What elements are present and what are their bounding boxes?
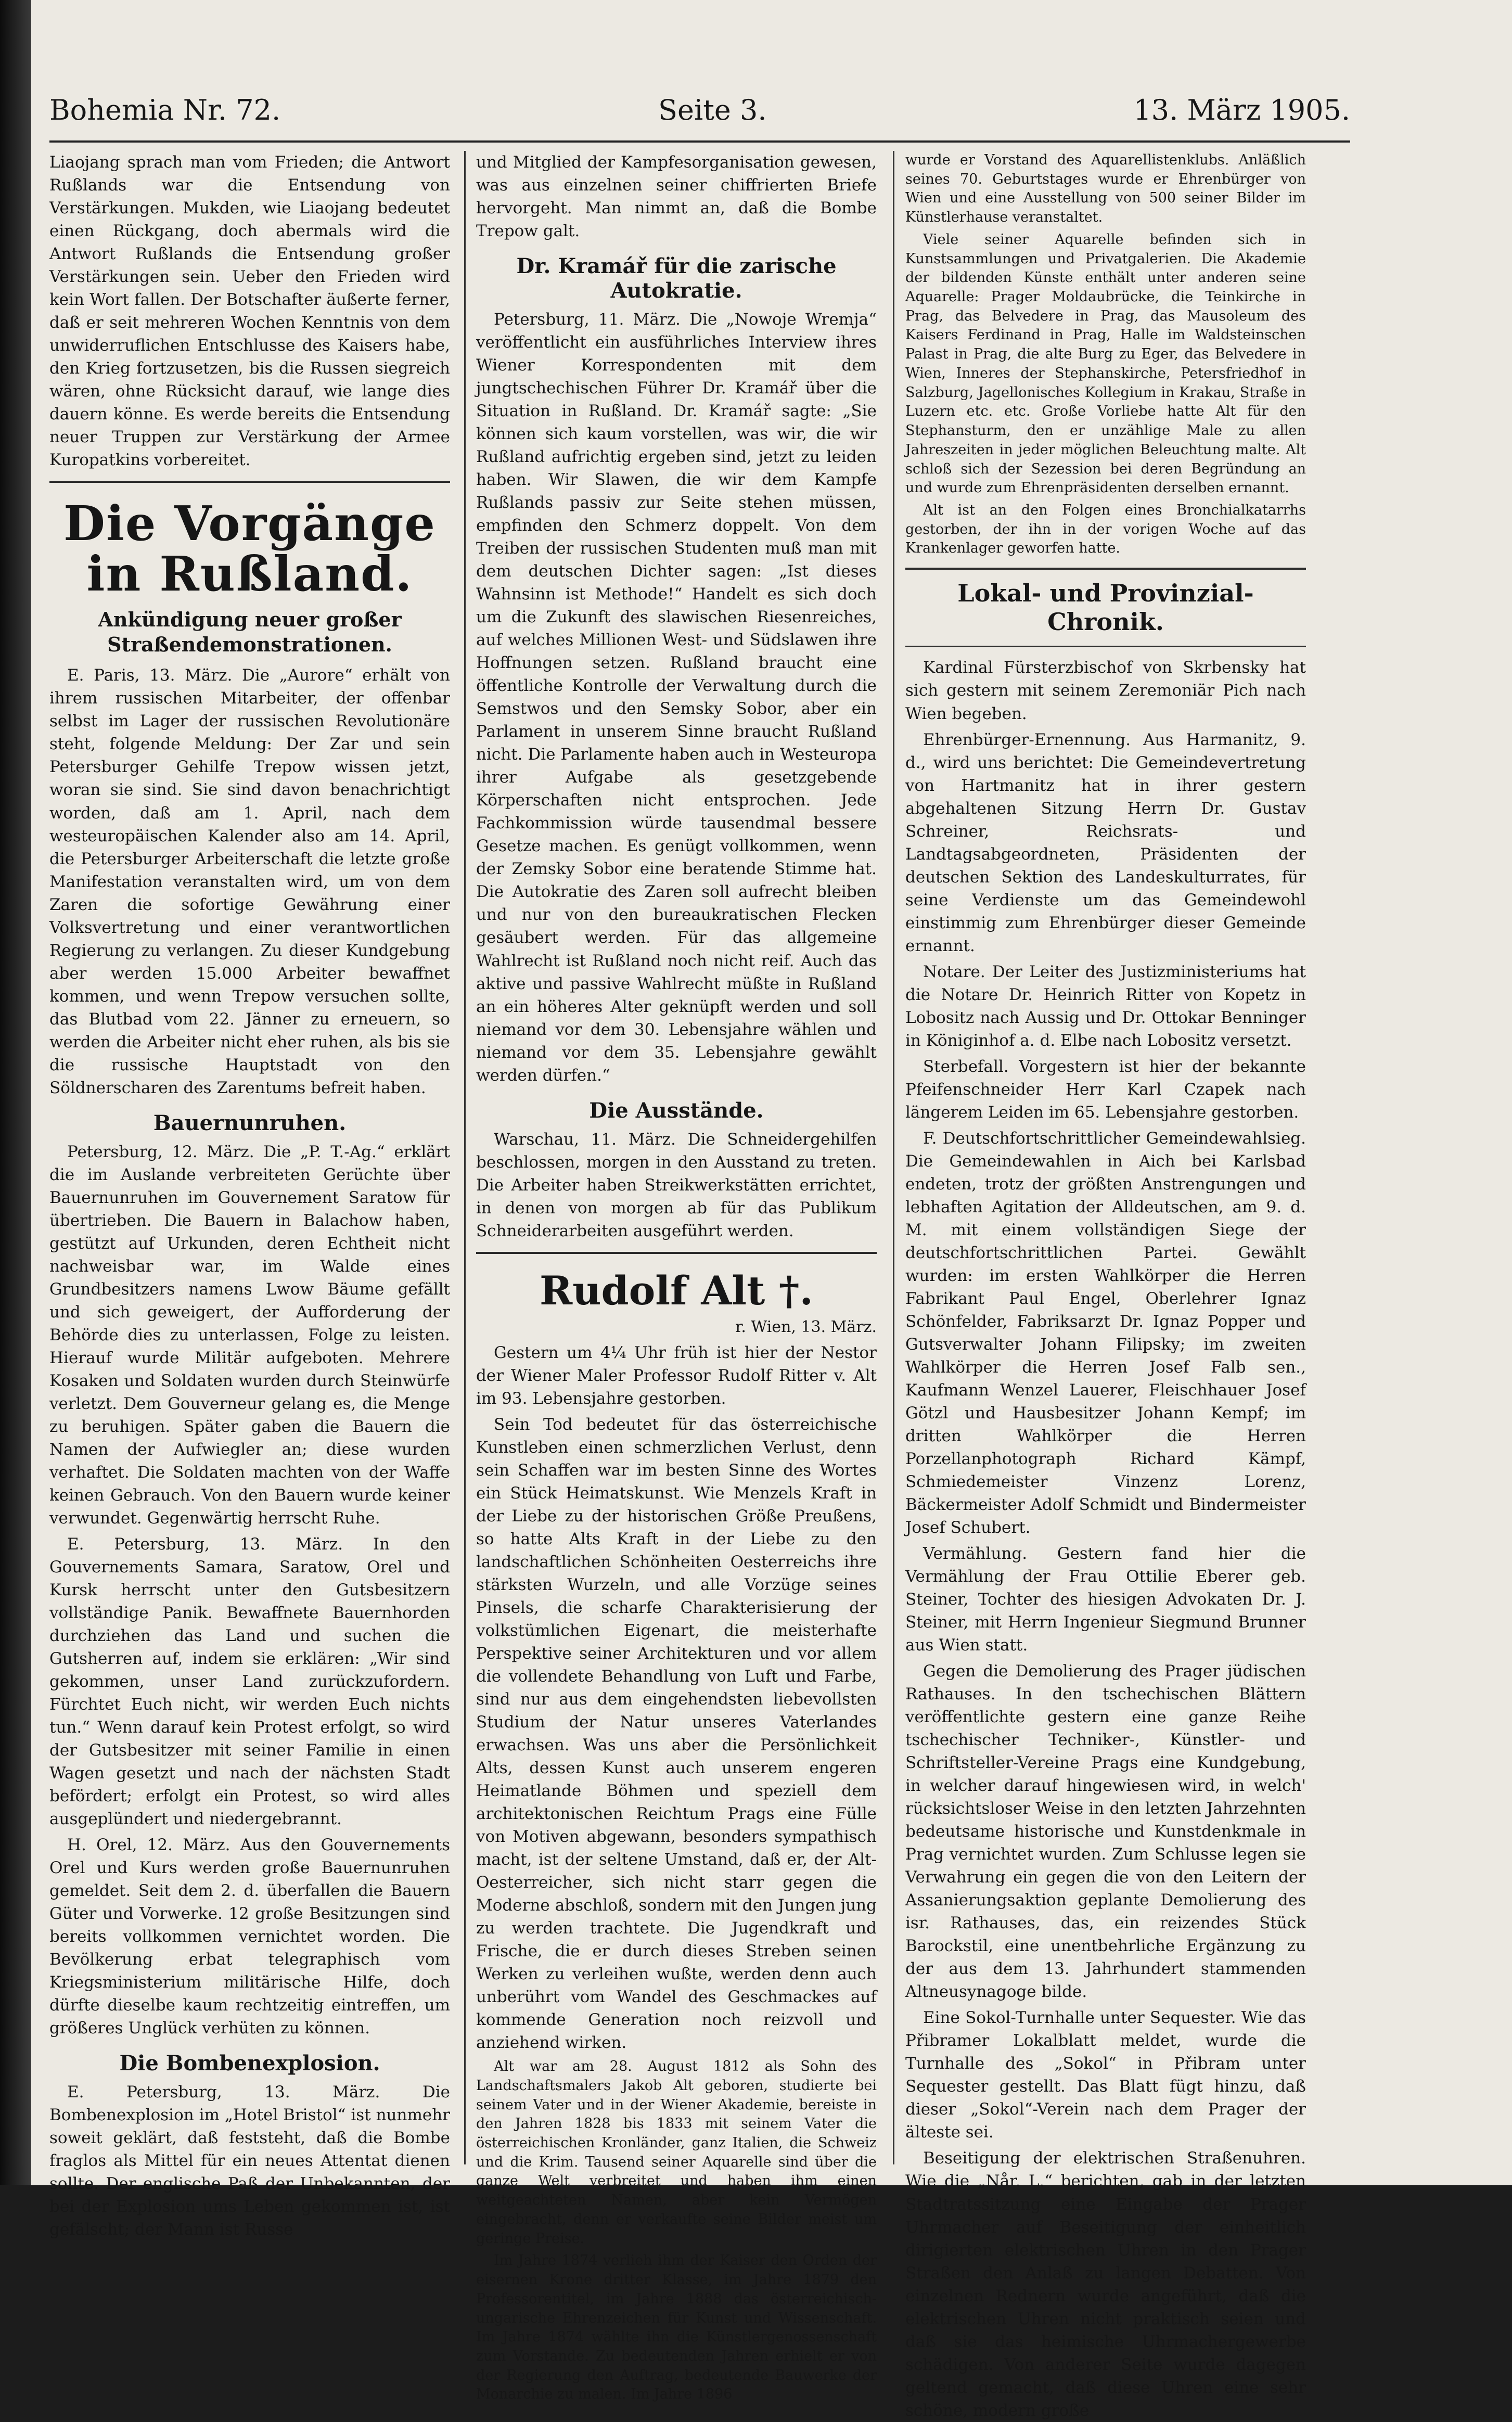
- column-3: [905, 151, 1306, 2420]
- news-item: Beseitigung der elektrischen Straßenuhren. Wie die „Når. L.“ berichten, gab in der letzten Stadtratssitzung eine Eingabe der Prager Uhrmacher auf Beseitigung der einheitlich dirigierten elektrischen Uhren in den Prager Straßen den Anlaß zu langen Debatten. Von einzelnen Rednern wurde angeführt, daß die elektrischen Uhren nicht praktisch seien und daß sie das heimische Uhrmachergewerbe schädigen. Von anderer Seite wurde dagegen geltend gemacht, daß diese Uhren eine sehr schöne, modern große: [905, 2149, 1306, 2420]
- section-title-strikes: Die Ausstände.: [589, 1098, 764, 1123]
- news-item: Sterbefall. Vorgestern ist hier der bekannte Pfeifenschneider Herr Karl Czapek nach längerem Leiden im 65. Lebensjahre gestorben.: [905, 1057, 1306, 1122]
- news-item: Ehrenbürger-Ernennung. Aus Harmanitz, 9. d., wird uns berichtet: Die Gemeindevertretung von Hartmanitz hat in ihrer gestern abgehaltenen Sitzung Herrn Dr. Gustav Schreiner, Reichsrats- und Landtagsabgeordneten, Präsidenten der deutschen Sektion des Landeskulturrates, für seine Verdienste um das Gemeindewohl einstimmig zum Ehrenbürger dieser Gemeinde ernannt.: [905, 730, 1306, 955]
- article-paris: E. Paris, 13. März. Die „Aurore“ erhält von ihrem russischen Mitarbeiter, der offenbar selbst im Lager der russischen Revolutionäre steht, folgende Meldung: Der Zar und sein Petersburger Gehilfe Trepow wissen jetzt, woran sie sind. Sie sind davon benachrichtigt worden, daß am 1. April, nach dem westeuropäischen Kalender also am 14. April, die Petersburger Arbeiterschaft die letzte große Manifestation veranstalten wird, um von dem Zaren die sofortige Gewährung einer Volksvertretung und einer verantwortlichen Regierung zu verlangen. Zu dieser Kundgebung aber werden 15.000 Arbeiter bewaffnet kommen, und wenn Trepow versuchen sollte, das Blutbad vom 22. Jänner zu erneuern, so werden die Arbeiter nicht eher ruhen, als bis sie die russische Hauptstadt von den Söldnerscharen des Zarentums befreit haben.: [49, 666, 450, 1097]
- section-divider: [905, 646, 1306, 647]
- column-rule-1: [464, 151, 466, 2164]
- news-item: Gegen die Demolierung des Prager jüdischen Rathauses. In den tschechischen Blättern veröffentlichte gestern eine ganze Reihe tschechischer Techniker-, Künstler- und Schriftsteller-Vereine Prags eine Kundgebung, in welcher darauf hingewiesen wird, in welch' rücksichtsloser Weise in den letzten Jahrzehnten bedeutsame historische und Kunstdenkmale in Prag vernichtet wurden. Zum Schlusse legen sie Verwahrung ein gegen die von den Leitern der Assanierungsaktion geplante Demolierung des isr. Rathauses, das, ein reizendes Stück Barockstil, eine unentbehrliche Ergänzung zu der aus dem 13. Jahrhundert stammenden Altneusynagoge bilde.: [905, 1662, 1306, 2002]
- news-item: F. Deutschfortschrittlicher Gemeindewahlsieg. Die Gemeindewahlen in Aich bei Karlsbad endeten, trotz der größten Anstrengungen und lebhaften Agitation der Alldeutschen, am 9. d. M. mit einem vollständigen Siege der deutschfortschrittlichen Partei. Gewählt wurden: im ersten Wahlkörper die Herren Fabrikant Paul Engel, Oberlehrer Ignaz Schönfelder, Fabriksarzt Dr. Ignaz Popper und Gutsverwalter Johann Filipsky; im zweiten Wahlkörper die Herren Josef Falb sen., Kaufmann Wenzel Lauerer, Fleischhauer Josef Götzl und Hausbesitzer Johann Kempf; im dritten Wahlkörper die Herren Porzellanphotograph Richard Kämpf, Schmiedemeister Vinzenz Lorenz, Bäckermeister Adolf Schmidt und Bindermeister Josef Schubert.: [905, 1129, 1306, 1537]
- headline-local-chronicle: Lokal- und Provinzial-Chronik.: [957, 579, 1254, 636]
- news-item: Notare. Der Leiter des Justizministeriums hat die Notare Dr. Heinrich Ritter von Kopetz in Lobositz nach Aussig und Dr. Ottokar Benninger in Königinhof a. d. Elbe nach Lobositz versetzt.: [905, 962, 1306, 1050]
- article-continuation: wurde er Vorstand des Aquarellistenklubs. Anläßlich seines 70. Geburtstages wurde er Ehrenbürger von Wien und eine Ausstellung von 500 seiner Bilder im Künstlerhause veranstaltet.: [905, 152, 1306, 226]
- column-2: [476, 151, 877, 2403]
- headline-russia: Die Vorgänge in Rußland.: [63, 495, 436, 602]
- column-1: [49, 151, 450, 2239]
- article-strikes: Warschau, 11. März. Die Schneidergehilfen beschlossen, morgen in den Ausstand zu treten. Die Arbeiter haben Streikwerkstätten errichtet, in denen von morgen ab für das Publikum Schneiderarbeiten ausgeführt werden.: [476, 1130, 877, 1240]
- header-date: 13. März 1905.: [1133, 94, 1350, 126]
- section-title-bomb: Die Bombenexplosion.: [119, 2051, 380, 2076]
- page-header: [49, 83, 1350, 143]
- article-peasant-3: H. Orel, 12. März. Aus den Gouvernements Orel und Kurs werden große Bauernunruhen gemeldet. Seit dem 2. d. überfallen die Bauern Güter und Vorwerke. 12 große Besitzungen sind bereits vollkommen vernichtet worden. Die Bevölkerung erbat telegraphisch vom Kriegsministerium militärische Hilfe, doch dürfte dieselbe kaum rechtzeitig eintreffen, um größeres Unglück verhüten zu können.: [49, 1836, 450, 2038]
- column-rule-2: [893, 151, 894, 2164]
- article-peasant-1: Petersburg, 12. März. Die „P. T.-Ag.“ erklärt die im Auslande verbreiteten Gerüchte über Bauernunruhen im Gouvernement Saratow für übertrieben. Die Bauern in Balachow haben, gestützt auf Urkunden, deren Echtheit nicht nachweisbar war, im Walde eines Grundbesitzers namens Lwow Bäume gefällt und sich geweigert, der Aufforderung der Behörde dies zu unterlassen, Folge zu leisten. Hierauf wurde Militär aufgeboten. Mehrere Kosaken und Soldaten wurden durch Steinwürfe verletzt. Dem Gouverneur gelang es, die Menge zu beruhigen. Später gaben die Bauern die Namen der Aufwiegler an; diese wurden verhaftet. Die Soldaten machten von der Waffe keinen Gebrauch. Von den Bauern wurde keiner verwundet. Gegenwärtig herrscht Ruhe.: [49, 1142, 450, 1528]
- article-alt-2: Sein Tod bedeutet für das österreichische Kunstleben einen schmerzlichen Verlust, denn sein Schaffen war im besten Sinne des Wortes ein Stück Heimatskunst. Wie Menzels Kraft in der Liebe zu der historischen Größe Preußens, so hatte Alts Kraft in der Liebe zu den landschaftlichen Schönheiten Oesterreichs ihre stärksten Wurzeln, und alle Vorzüge seines Pinsels, die scharfe Charakterisierung der volkstümlichen Eigenart, die meisterhafte Perspektive seiner Architekturen und vor allem die vollendete Behandlung von Luft und Farbe, sind nur aus dem eingehendsten liebevollsten Studium der Natur unseres Vaterlandes erwachsen. Was uns aber die Persönlichkeit Alts, dessen Kunst auch unserem engeren Heimatlande Böhmen und speziell dem architektonischen Reichtum Prags eine Fülle von Motiven abgewann, besonders sympathisch macht, ist der seltene Umstand, daß er, der Alt-Oesterreicher, sich nicht starr gegen die Moderne abschloß, sondern mit den Jungen jung zu werden trachtete. Die Jugendkraft und Frische, die er durch dieses Streben seinen Werken zu verleihen wußte, werden denn auch unberührt vom Wandel des Geschmackes auf kommende Generation noch reizvoll und anziehend wirken.: [476, 1415, 877, 2053]
- dateline-vienna: r. Wien, 13. März.: [735, 1317, 877, 1336]
- article-alt-3: Alt war am 28. August 1812 als Sohn des Landschaftsmalers Jakob Alt geboren, studierte bei seinem Vater und in der Wiener Akademie, bereiste in den Jahren 1828 bis 1833 mit seinem Vater die österreichischen Kronländer, ganz Italien, die Schweiz und die Krim. Tausend seiner Aquarelle sind über die ganze Welt verbreitet und haben ihm einen weitgeachteten Namen, aber kein Vermögen eingebracht, denn er verkaufte seine Bilder meist um geringe Preise.: [476, 2058, 877, 2247]
- page-binding-edge: [0, 0, 31, 2185]
- article-alt-works: Viele seiner Aquarelle befinden sich in Kunstsammlungen und Privatgalerien. Die Akademie der bildenden Künste enthält unter anderen seine Aquarelle: Prager Moldaubrücke, die Teinkirche in Prag, das Belvedere in Prag, das Mausoleum des Kaisers Ferdinand in Prag, Halle im Waldsteinschen Palast in Prag, die alte Burg zu Eger, das Belvedere in Wien, Inneres der Stephanskirche, Petersfriedhof in Salzburg, Jagellonisches Kollegium in Krakau, Straße in Luzern etc. etc. Große Vorliebe hatte Alt für den Stephansturm, den er unzählige Male zu allen Jahreszeiten in jeder möglichen Beleuchtung malte. Alt schloß sich der Sezession bei deren Begründung an und wurde zum Ehrenpräsidenten derselben ernannt.: [905, 231, 1306, 496]
- article-alt-death: Alt ist an den Folgen eines Bronchialkatarrhs gestorben, der ihn in der vorigen Woche auf das Krankenlager geworfen hatte.: [905, 502, 1306, 557]
- article-continuation: Liaojang sprach man vom Frieden; die Antwort Rußlands war die Entsendung von Verstärkungen. Mukden, wie Liaojang bedeutet einen Rückgang, doch abermals wird die Antwort Rußlands die Entsendung großer Verstärkungen sein. Ueber den Frieden wird kein Wort fallen. Der Botschafter äußerte ferner, daß er seit mehreren Wochen Kenntnis von dem unwiderruflichen Entschlusse des Kaisers habe, den Krieg fortzusetzen, bis die Russen siegreich wären, ohne Rücksicht darauf, wie lange dies dauern könne. Es werde bereits die Entsendung neuer Truppen zur Verstärkung der Armee Kuropatkins vorbereitet.: [49, 153, 450, 470]
- headline-obituary-alt: Rudolf Alt †.: [540, 1267, 813, 1314]
- section-title-peasant-unrest: Bauernunruhen.: [153, 1110, 347, 1135]
- article-continuation: und Mitglied der Kampfesorganisation gewesen, was aus einzelnen seiner chiffrierten Briefe hervorgeht. Man nimmt an, daß die Bombe Trepow galt.: [476, 153, 877, 241]
- section-divider: [476, 1252, 877, 1254]
- news-item: Eine Sokol-Turnhalle unter Sequester. Wie das Přibramer Lokalblatt meldet, wurde die Turnhalle des „Sokol“ in Přibram unter Sequester gestellt. Das Blatt fügt hinzu, daß dieser „Sokol“-Verein nach dem Prager der älteste sei.: [905, 2008, 1306, 2142]
- news-item: Vermählung. Gestern fand hier die Vermählung der Frau Ottilie Eberer geb. Steiner, Tochter des hiesigen Advokaten Dr. J. Steiner, mit Herrn Ingenieur Siegmund Brunner aus Wien statt.: [905, 1544, 1306, 1655]
- article-peasant-2: E. Petersburg, 13. März. In den Gouvernements Samara, Saratow, Orel und Kursk herrscht unter den Gutsbesitzern vollständige Panik. Bewaffnete Bauernhorden durchziehen das Land und suchen die Gutsherren auf, indem sie erklären: „Wir sind gekommen, unser Land zurückzufordern. Fürchtet Euch nicht, wir werden Euch nichts tun.“ Wenn darauf kein Protest erfolgt, so wird der Gutsbesitzer mit seiner Familie in einen Wagen gesetzt und nach der nächsten Stadt befördert; erfolgt ein Protest, so wird alles ausgeplündert und niedergebrannt.: [49, 1534, 450, 1829]
- article-kramar: Petersburg, 11. März. Die „Nowoje Wremja“ veröffentlicht ein ausführliches Interview ihres Wiener Korrespondenten mit dem jungtschechischen Führer Dr. Kramář über die Situation in Rußland. Dr. Kramář sagte: „Sie können sich kaum vorstellen, was wir, die wir Rußland aufrichtig ergeben sind, jetzt zu leiden haben. Wir Slawen, die wir dem Kampfe Rußlands passiv zur Seite stehen müssen, empfinden den Schmerz doppelt. Von dem Treiben der russischen Studenten muß man mit dem deutschen Dichter sagen: „Ist dieses Wahnsinn ist Methode!“ Handelt es sich doch um die Zukunft des slawischen Riesenreiches, auf welches Millionen West- und Südslawen ihre Hoffnungen setzen. Rußland braucht eine öffentliche Kontrolle der Verwaltung durch die Semstwos und den Semsky Sobor, aber ein Parlament in unserem Sinne braucht Rußland nicht. Die Parlamente haben auch in Westeuropa ihrer Aufgabe als gesetzgebende Körperschaften nicht entsprochen. Jede Fachkommission würde tausendmal bessere Gesetze machen. Es genügt vollkommen, wenn der Zemsky Sobor eine beratende Stimme hat. Die Autokratie des Zaren soll aufrecht bleiben und nur von den bureaukratischen Flecken gesäubert werden. Für das allgemeine Wahlrecht ist Rußland noch nicht reif. Auch das aktive und passive Wahlrecht müßte in Rußland an ein höheres Alter geknüpft werden und soll niemand vor dem 30. Lebensjahre wählen und niemand vor dem 35. Lebensjahre gewählt werden dürfen.“: [476, 310, 877, 1085]
- article-alt-4: Im Jahre 1874 verlieh ihm der Kaiser den Orden der eisernen Krone dritter Klasse, im Jahre 1879 den Professorentitel, im Jahre 1888 das österreichisch-ungarische Ehrenzeichen für Kunst und Wissenschaft. Im Jahre 1874 wählte ihn die Künstlergenossenschaft zum Vorstande. Zu bedeutenden Jahren erhielt er von der Regierung den Auftrag, bedeutende Bauwerke der Monarchie zu malen. Im Jahre 1896: [476, 2252, 877, 2403]
- section-divider: [49, 481, 450, 483]
- section-divider: [905, 568, 1306, 570]
- article-bomb: E. Petersburg, 13. März. Die Bombenexplosion im „Hotel Bristol“ ist nunmehr soweit geklärt, daß feststeht, daß die Bombe fraglos als Mittel für ein neues Attentat dienen sollte. Der englische Paß der Unbekannten, der bei der Explosion ums Leben gekommen ist, ist gefälscht; der Mann ist Russe: [49, 2083, 450, 2239]
- subheadline-demonstrations: Ankündigung neuer großer Straßendemonstrationen.: [98, 608, 402, 656]
- news-item: Kardinal Fürsterzbischof von Skrbensky hat sich gestern mit seinem Zeremoniär Pich nach Wien begeben.: [905, 658, 1306, 723]
- section-title-kramar: Dr. Kramář für die zarische Autokratie.: [516, 254, 837, 303]
- header-publication: Bohemia Nr. 72.: [49, 94, 281, 126]
- article-alt-1: Gestern um 4¼ Uhr früh ist hier der Nestor der Wiener Maler Professor Rudolf Ritter v. Alt im 93. Lebensjahre gestorben.: [476, 1343, 877, 1408]
- header-page-number: Seite 3.: [658, 94, 767, 126]
